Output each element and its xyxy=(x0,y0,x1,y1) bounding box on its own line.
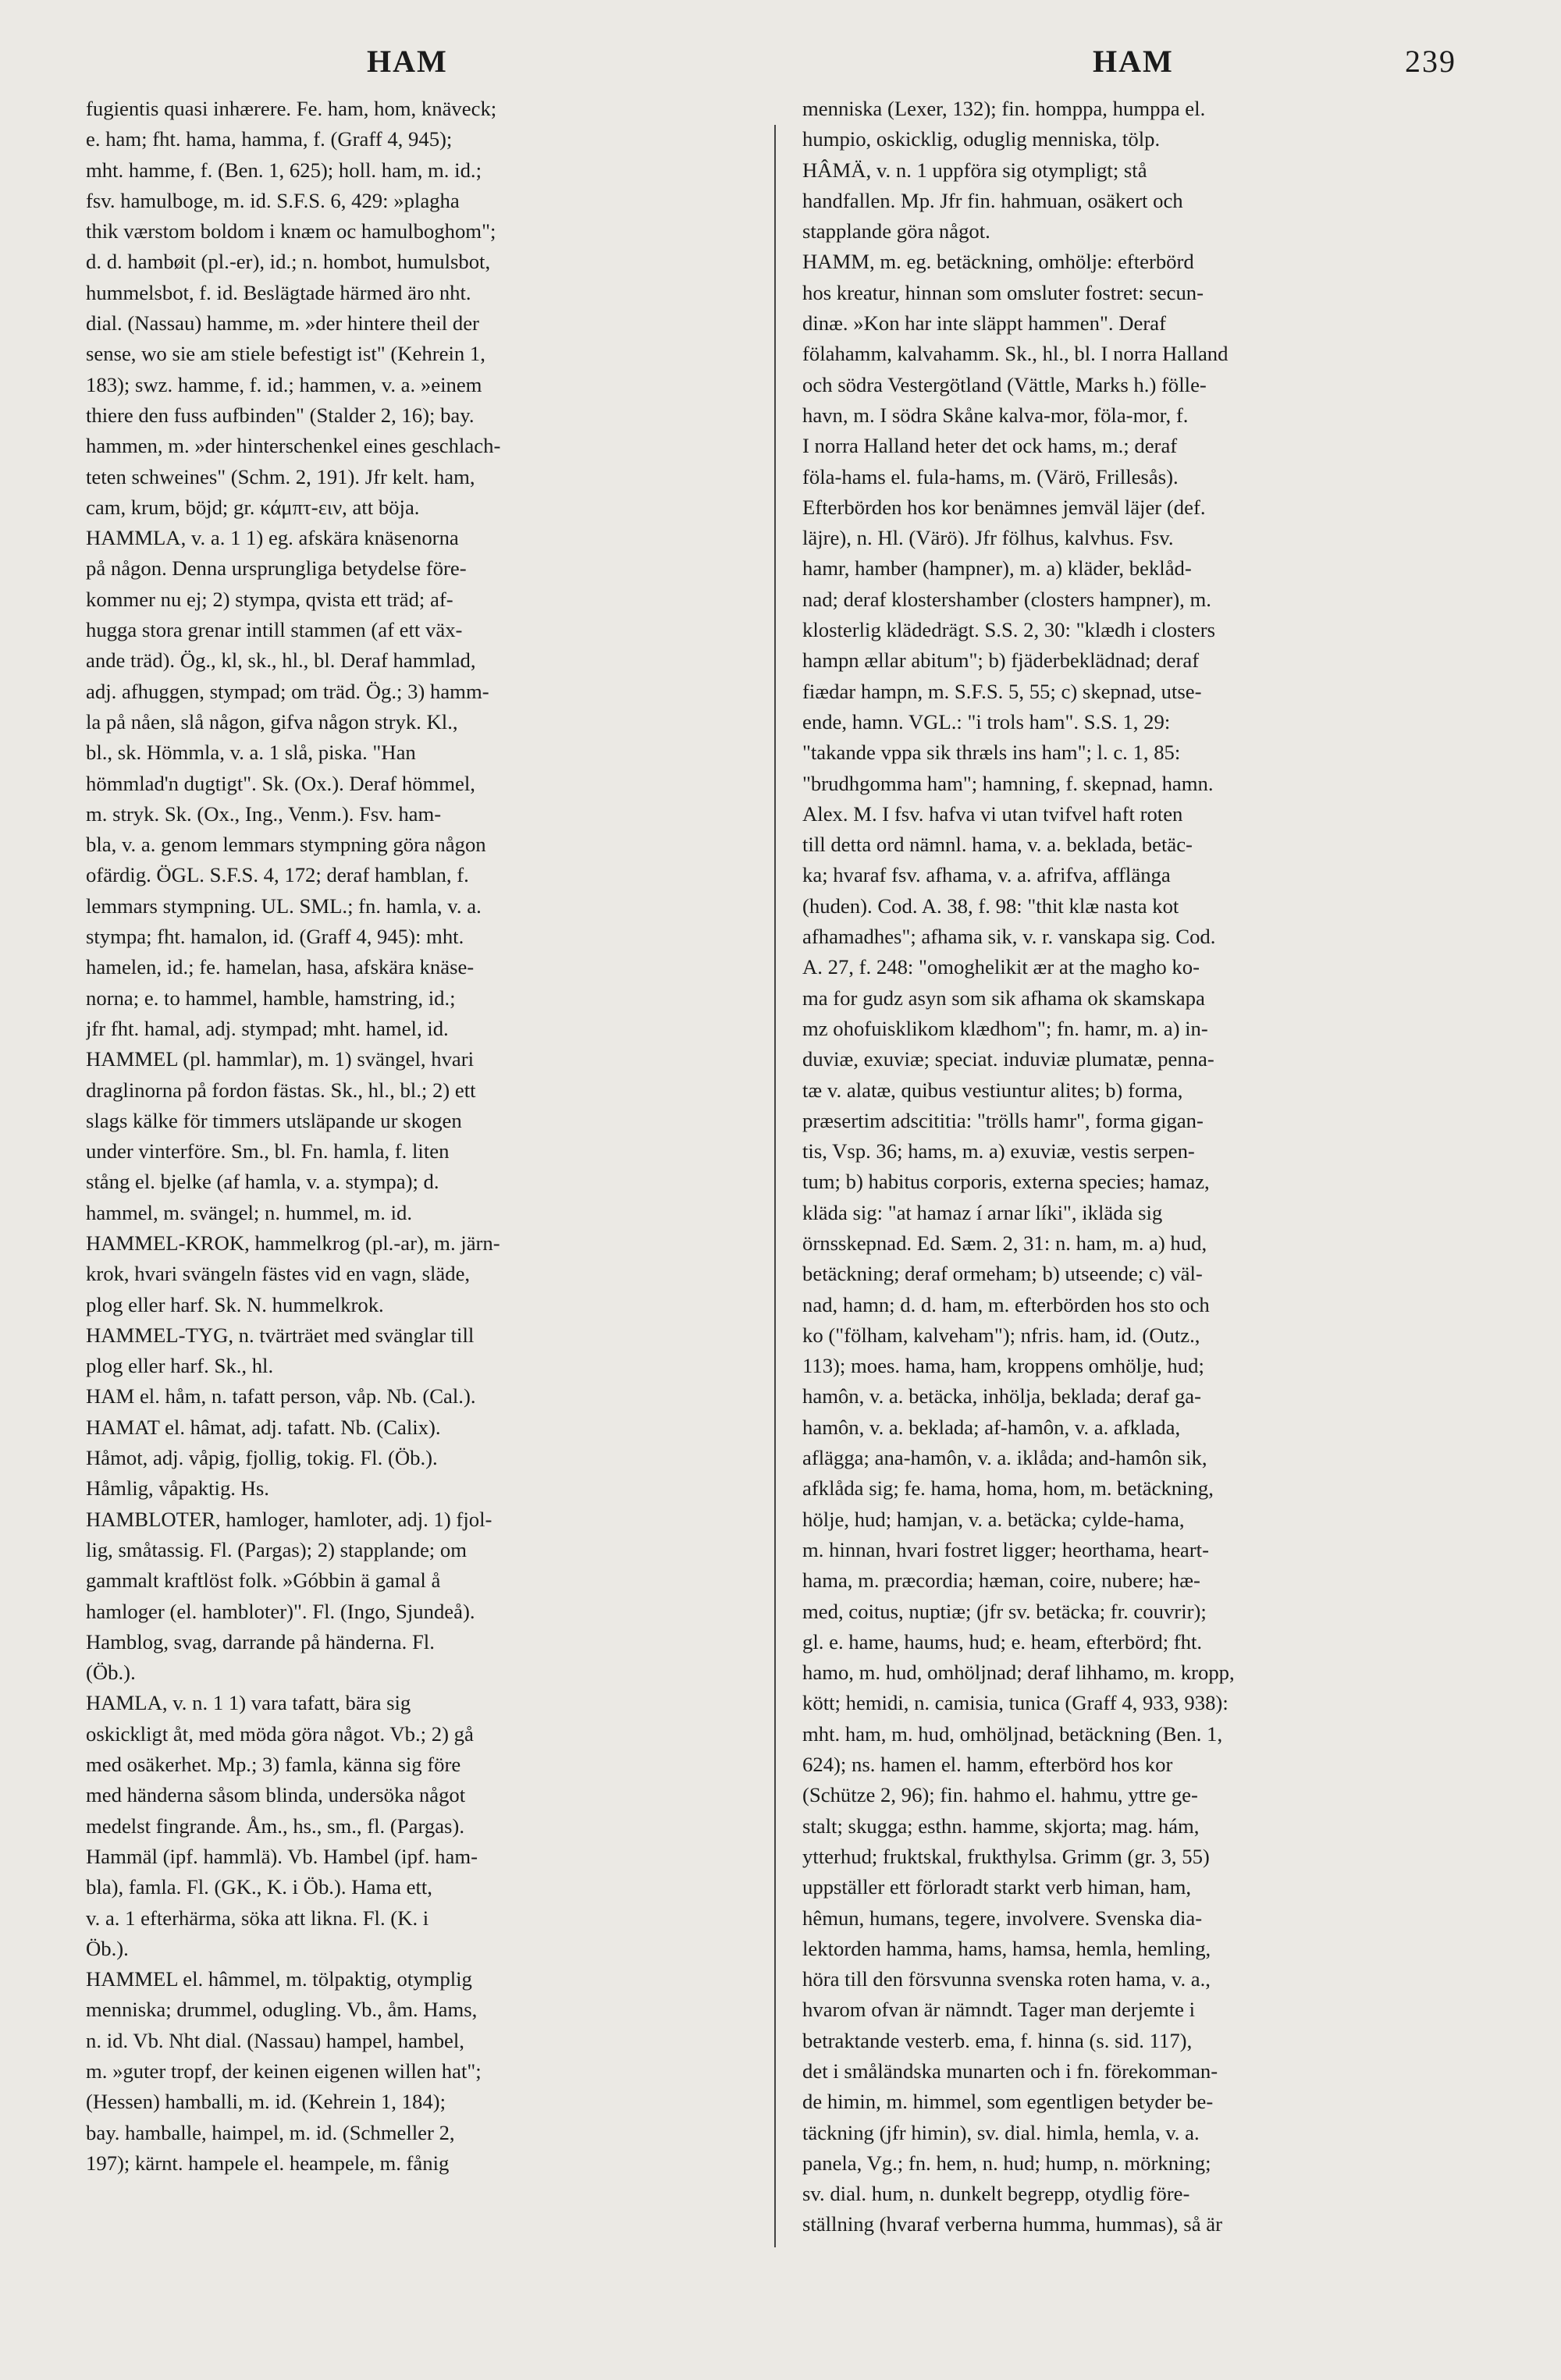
text-line: humpio, oskicklig, oduglig menniska, tölp. xyxy=(802,127,1161,151)
text-line: läjre), n. Hl. (Värö). Jfr fölhus, kalvhus. Fsv. xyxy=(802,526,1174,550)
text-line: betraktande vesterb. ema, f. hinna (s. sid. 117), xyxy=(802,2028,1193,2052)
text-line: HAMM, m. eg. betäckning, omhölje: efterbörd xyxy=(802,250,1194,274)
text-line: fsv. hamulboge, m. id. S.F.S. 6, 429: »plagha xyxy=(86,188,460,212)
text-line: stympa; fht. hamalon, id. (Graff 4, 945): mht. xyxy=(86,925,464,949)
text-line: mht. hamme, f. (Ben. 1, 625); holl. ham, m. id.; xyxy=(86,158,482,182)
text-line: under vinterföre. Sm., bl. Fn. hamla, f. liten xyxy=(86,1139,450,1163)
text-line: panela, Vg.; fn. hem, n. hud; hump, n. mörkning; xyxy=(802,2151,1211,2175)
text-line: hammen, m. »der hinterschenkel eines geschlach- xyxy=(86,434,501,458)
text-line: ställning (hvaraf verberna humma, hummas), så är xyxy=(802,2212,1223,2236)
text-line: HAMMLA, v. a. 1 1) eg. afskära knäsenorna xyxy=(86,526,459,550)
text-line: slags kälke för timmers utsläpande ur skogen xyxy=(86,1108,462,1132)
text-line: dinæ. »Kon har inte släppt hammen". Deraf xyxy=(802,311,1166,336)
text-line: Håmlig, våpaktig. Hs. xyxy=(86,1476,269,1501)
text-line: (Öb.). xyxy=(86,1661,136,1685)
text-line: ofärdig. ÖGL. S.F.S. 4, 172; deraf hamblan, f. xyxy=(86,863,469,887)
text-line: Alex. M. I fsv. hafva vi utan tvifvel haft roten xyxy=(802,801,1183,826)
text-line: HAMMEL-KROK, hammelkrog (pl.-ar), m. järn- xyxy=(86,1231,500,1255)
text-line: fiædar hampn, m. S.F.S. 5, 55; c) skepnad, utse- xyxy=(802,679,1202,703)
text-line: HÂMÄ, v. n. 1 uppföra sig otympligt; stå xyxy=(802,158,1147,182)
text-line: hummelsbot, f. id. Beslägtade härmed äro nht. xyxy=(86,280,471,304)
text-line: med osäkerhet. Mp.; 3) famla, känna sig före xyxy=(86,1753,461,1777)
text-line: HAMBLOTER, hamloger, hamloter, adj. 1) fjol- xyxy=(86,1507,492,1531)
text-line: tæ v. alatæ, quibus vestiuntur alites; b) forma, xyxy=(802,1078,1183,1102)
text-line: ytterhud; fruktskal, frukthylsa. Grimm (gr. 3, 55) xyxy=(802,1844,1210,1868)
text-line: sv. dial. hum, n. dunkelt begrepp, otydlig före- xyxy=(802,2182,1190,2206)
text-line: höra till den försvunna svenska roten hama, v. a., xyxy=(802,1967,1211,1991)
text-line: Efterbörden hos kor benämnes jemväl läjer (def. xyxy=(802,495,1206,519)
text-line: till detta ord nämnl. hama, v. a. beklada, betäc- xyxy=(802,833,1193,857)
text-line: hömmlad'n dugtigt". Sk. (Ox.). Deraf hömmel, xyxy=(86,771,475,795)
text-line: Håmot, adj. våpig, fjollig, tokig. Fl. (Öb.). xyxy=(86,1446,438,1470)
text-line: A. 27, f. 248: "omoghelikit ær at the magho ko- xyxy=(802,955,1200,979)
text-line: præsertim adscititia: "trölls hamr", forma gigan- xyxy=(802,1108,1204,1132)
text-line: fugientis quasi inhærere. Fe. ham, hom, knäveck; xyxy=(86,97,497,120)
text-line: e. ham; fht. hama, hamma, f. (Graff 4, 945); xyxy=(86,127,453,151)
text-line: oskickligt åt, med möda göra något. Vb.; 2) gå xyxy=(86,1721,474,1746)
text-line: 197); kärnt. hampele el. heampele, m. fånig xyxy=(86,2151,450,2175)
text-line: ko ("fölham, kalveham"); nfris. ham, id. (Outz., xyxy=(802,1323,1200,1347)
text-line: Hamblog, svag, darrande på händerna. Fl. xyxy=(86,1629,435,1654)
text-line: krok, hvari svängeln fästes vid en vagn, släde, xyxy=(86,1262,471,1286)
text-line: bla, v. a. genom lemmars stympning göra någon xyxy=(86,833,486,857)
text-line: m. »guter tropf, der keinen eigenen willen hat"; xyxy=(86,2059,482,2083)
text-line: 624); ns. hamen el. hamm, efterbörd hos kor xyxy=(802,1753,1173,1777)
text-line: ande träd). Ög., kl, sk., hl., bl. Deraf hammlad, xyxy=(86,648,476,673)
header-right-word: HAM xyxy=(1093,44,1174,79)
text-line: draglinorna på fordon fästas. Sk., hl., bl.; 2) ett xyxy=(86,1078,476,1102)
text-line: kommer nu ej; 2) stympa, qvista ett träd; af- xyxy=(86,587,453,611)
text-line: ka; hvaraf fsv. afhama, v. a. afrifva, afflänga xyxy=(802,863,1171,887)
text-line: föla-hams el. fula-hams, m. (Värö, Frillesås). xyxy=(802,464,1179,488)
text-line: 113); moes. hama, ham, kroppens omhölje, hud; xyxy=(802,1354,1204,1378)
text-line: adj. afhuggen, stympad; om träd. Ög.; 3) hamm- xyxy=(86,679,489,703)
text-line: de himin, m. himmel, som egentligen betyder be- xyxy=(802,2090,1214,2114)
text-line: med händerna såsom blinda, undersöka något xyxy=(86,1783,466,1807)
text-line: kött; hemidi, n. camisia, tunica (Graff 4, 933, 938): xyxy=(802,1691,1229,1715)
text-line: nad, hamn; d. d. ham, m. efterbörden hos sto och xyxy=(802,1292,1210,1316)
text-line: täckning (jfr himin), sv. dial. himla, hemla, v. a. xyxy=(802,2120,1200,2144)
text-line: sense, wo sie am stiele befestigt ist" (Kehrein 1, xyxy=(86,342,485,366)
text-line: Hammäl (ipf. hammlä). Vb. Hambel (ipf. ham- xyxy=(86,1844,478,1868)
text-line: lektorden hamma, hams, hamsa, hemla, hemling, xyxy=(802,1936,1211,1960)
text-line: medelst fingrande. Åm., hs., sm., fl. (Pargas). xyxy=(86,1813,464,1838)
text-line: hammel, m. svängel; n. hummel, m. id. xyxy=(86,1200,413,1224)
text-line: hamelen, id.; fe. hamelan, hasa, afskära knäse- xyxy=(86,955,475,979)
text-line: det i småländska munarten och i fn. förekomman- xyxy=(802,2059,1218,2083)
column-divider xyxy=(774,125,776,2247)
text-line: (Schütze 2, 96); fin. hahmo el. hahmu, yttre ge- xyxy=(802,1783,1198,1807)
text-line: jfr fht. hamal, adj. stympad; mht. hamel, id. xyxy=(86,1016,449,1040)
text-line: lemmars stympning. UL. SML.; fn. hamla, v. a. xyxy=(86,893,482,918)
text-line: hos kreatur, hinnan som omsluter fostret: secun- xyxy=(802,280,1204,304)
text-line: menniska; drummel, odugling. Vb., åm. Hams, xyxy=(86,1998,478,2022)
text-line: cam, krum, böjd; gr. κάμπτ-ειν, att böja. xyxy=(86,495,420,519)
text-line: hamo, m. hud, omhöljnad; deraf lihhamo, m. kropp, xyxy=(802,1661,1235,1685)
text-line: hamr, hamber (hampner), m. a) kläder, beklåd- xyxy=(802,556,1192,581)
text-line: plog eller harf. Sk., hl. xyxy=(86,1354,274,1378)
text-line: m. hinnan, hvari fostret ligger; heorthama, heart- xyxy=(802,1537,1209,1561)
text-line: teten schweines" (Schm. 2, 191). Jfr kelt. ham, xyxy=(86,464,475,488)
text-line: norna; e. to hammel, hamble, hamstring, id.; xyxy=(86,986,456,1010)
text-line: la på nåen, slå någon, gifva någon stryk. Kl., xyxy=(86,709,458,734)
text-line: kläda sig: "at hamaz í arnar líki", ikläda sig xyxy=(802,1200,1163,1224)
text-line: plog eller harf. Sk. N. hummelkrok. xyxy=(86,1292,384,1316)
text-line: thik værstom boldom i knæm oc hamulboghom"; xyxy=(86,219,496,243)
text-line: "takande vppa sik thræls ins ham"; l. c. 1, 85: xyxy=(802,741,1181,765)
text-line: 183); swz. hamme, f. id.; hammen, v. a. »einem xyxy=(86,372,482,396)
text-line: hvarom ofvan är nämndt. Tager man derjemte i xyxy=(802,1998,1196,2022)
text-line: på någon. Denna ursprungliga betydelse före- xyxy=(86,556,467,581)
text-line: betäckning; deraf ormeham; b) utseende; c) väl- xyxy=(802,1262,1203,1286)
text-line: aflägga; ana-hamôn, v. a. iklåda; and-hamôn sik, xyxy=(802,1446,1207,1470)
text-line: ende, hamn. VGL.: "i trols ham". S.S. 1, 29: xyxy=(802,709,1171,734)
text-line: tum; b) habitus corporis, externa species; hamaz, xyxy=(802,1170,1210,1194)
text-line: mz ohofuisklikom klædhom"; fn. hamr, m. a) in- xyxy=(802,1016,1208,1040)
text-line: uppställer ett förloradt starkt verb himan, ham, xyxy=(802,1875,1192,1899)
text-line: stalt; skugga; esthn. hamme, skjorta; mag. hám, xyxy=(802,1813,1200,1838)
text-line: HAMLA, v. n. 1 1) vara tafatt, bära sig xyxy=(86,1691,411,1715)
text-line: HAMAT el. hâmat, adj. tafatt. Nb. (Calix). xyxy=(86,1415,441,1439)
text-line: menniska (Lexer, 132); fin. homppa, humppa el. xyxy=(802,97,1206,120)
text-line: tis, Vsp. 36; hams, m. a) exuviæ, vestis serpen- xyxy=(802,1139,1195,1163)
text-line: handfallen. Mp. Jfr fin. hahmuan, osäkert och xyxy=(802,188,1183,212)
text-line: fölahamm, kalvahamm. Sk., hl., bl. I norra Halland xyxy=(802,342,1229,366)
text-line: (Hessen) hamballi, m. id. (Kehrein 1, 184); xyxy=(86,2090,446,2114)
text-line: "brudhgomma ham"; hamning, f. skepnad, hamn. xyxy=(802,771,1214,795)
text-line: hama, m. præcordia; hæman, coire, nubere; hæ- xyxy=(802,1568,1200,1593)
header-left-word: HAM xyxy=(367,44,448,79)
text-line: HAMMEL (pl. hammlar), m. 1) svängel, hvari xyxy=(86,1047,475,1071)
text-line: klosterlig klädedrägt. S.S. 2, 30: "klædh i closters xyxy=(802,618,1216,642)
text-line: v. a. 1 efterhärma, söka att likna. Fl. (K. i xyxy=(86,1906,429,1930)
text-line: bay. hamballe, haimpel, m. id. (Schmeller 2, xyxy=(86,2120,455,2144)
text-line: hölje, hud; hamjan, v. a. betäcka; cylde-hama, xyxy=(802,1507,1185,1531)
text-line: stång el. bjelke (af hamla, v. a. stympa); d. xyxy=(86,1170,439,1194)
text-line: hamloger (el. hambloter)". Fl. (Ingo, Sjundeå). xyxy=(86,1599,475,1623)
text-line: stapplande göra något. xyxy=(802,219,990,243)
text-line: afhamadhes"; afhama sik, v. r. vanskapa sig. Cod. xyxy=(802,925,1216,949)
text-line: HAM el. håm, n. tafatt person, våp. Nb. (Cal.). xyxy=(86,1384,476,1408)
text-line: bl., sk. Hömmla, v. a. 1 slå, piska. "Han xyxy=(86,741,416,765)
text-line: dial. (Nassau) hamme, m. »der hintere theil der xyxy=(86,311,479,336)
text-line: HAMMEL-TYG, n. tvärträet med svänglar till xyxy=(86,1323,475,1347)
text-line: HAMMEL el. hâmmel, m. tölpaktig, otymplig xyxy=(86,1967,472,1991)
text-line: mht. ham, m. hud, omhöljnad, betäckning (Ben. 1, xyxy=(802,1721,1223,1746)
text-line: hamôn, v. a. betäcka, inhölja, beklada; deraf ga- xyxy=(802,1384,1202,1408)
text-line: med, coitus, nuptiæ; (jfr sv. betäcka; fr. couvrir); xyxy=(802,1599,1207,1623)
right-column xyxy=(802,94,1472,2240)
text-line: Öb.). xyxy=(86,1936,129,1960)
text-line: I norra Halland heter det ock hams, m.; deraf xyxy=(802,434,1178,458)
text-line: ma for gudz asyn som sik afhama ok skamskapa xyxy=(802,986,1205,1010)
text-line: lig, småtassig. Fl. (Pargas); 2) stapplande; om xyxy=(86,1537,467,1561)
text-line: gl. e. hame, haums, hud; e. heam, efterbörd; fht. xyxy=(802,1629,1203,1654)
text-line: d. d. hambøit (pl.-er), id.; n. hombot, humulsbot, xyxy=(86,250,491,274)
text-line: n. id. Vb. Nht dial. (Nassau) hampel, hambel, xyxy=(86,2028,464,2052)
text-line: bla), famla. Fl. (GK., K. i Öb.). Hama ett, xyxy=(86,1875,432,1899)
left-column xyxy=(86,94,756,2179)
text-line: (huden). Cod. A. 38, f. 98: "thit klæ nasta kot xyxy=(802,893,1179,918)
page-number: 239 xyxy=(1405,44,1456,79)
text-line: m. stryk. Sk. (Ox., Ing., Venm.). Fsv. ham- xyxy=(86,801,442,826)
text-line: örnsskepnad. Ed. Sæm. 2, 31: n. ham, m. a) hud, xyxy=(802,1231,1207,1255)
text-line: hugga stora grenar intill stammen (af ett väx- xyxy=(86,618,463,642)
text-line: nad; deraf klostershamber (closters hampner), m. xyxy=(802,587,1211,611)
text-line: thiere den fuss aufbinden" (Stalder 2, 16); bay. xyxy=(86,403,475,427)
text-line: duviæ, exuviæ; speciat. induviæ plumatæ, penna- xyxy=(802,1047,1214,1071)
text-line: hamôn, v. a. beklada; af-hamôn, v. a. afklada, xyxy=(802,1415,1181,1439)
text-line: havn, m. I södra Skåne kalva-mor, föla-mor, f. xyxy=(802,403,1189,427)
text-line: hampn ællar abitum"; b) fjäderbeklädnad; deraf xyxy=(802,648,1200,673)
text-line: och södra Vestergötland (Vättle, Marks h.) fölle- xyxy=(802,372,1207,396)
text-line: gammalt kraftlöst folk. »Góbbin ä gamal å xyxy=(86,1568,441,1593)
text-line: afklåda sig; fe. hama, homa, hom, m. betäckning, xyxy=(802,1476,1214,1501)
text-line: hêmun, humans, tegere, involvere. Svenska dia- xyxy=(802,1906,1203,1930)
